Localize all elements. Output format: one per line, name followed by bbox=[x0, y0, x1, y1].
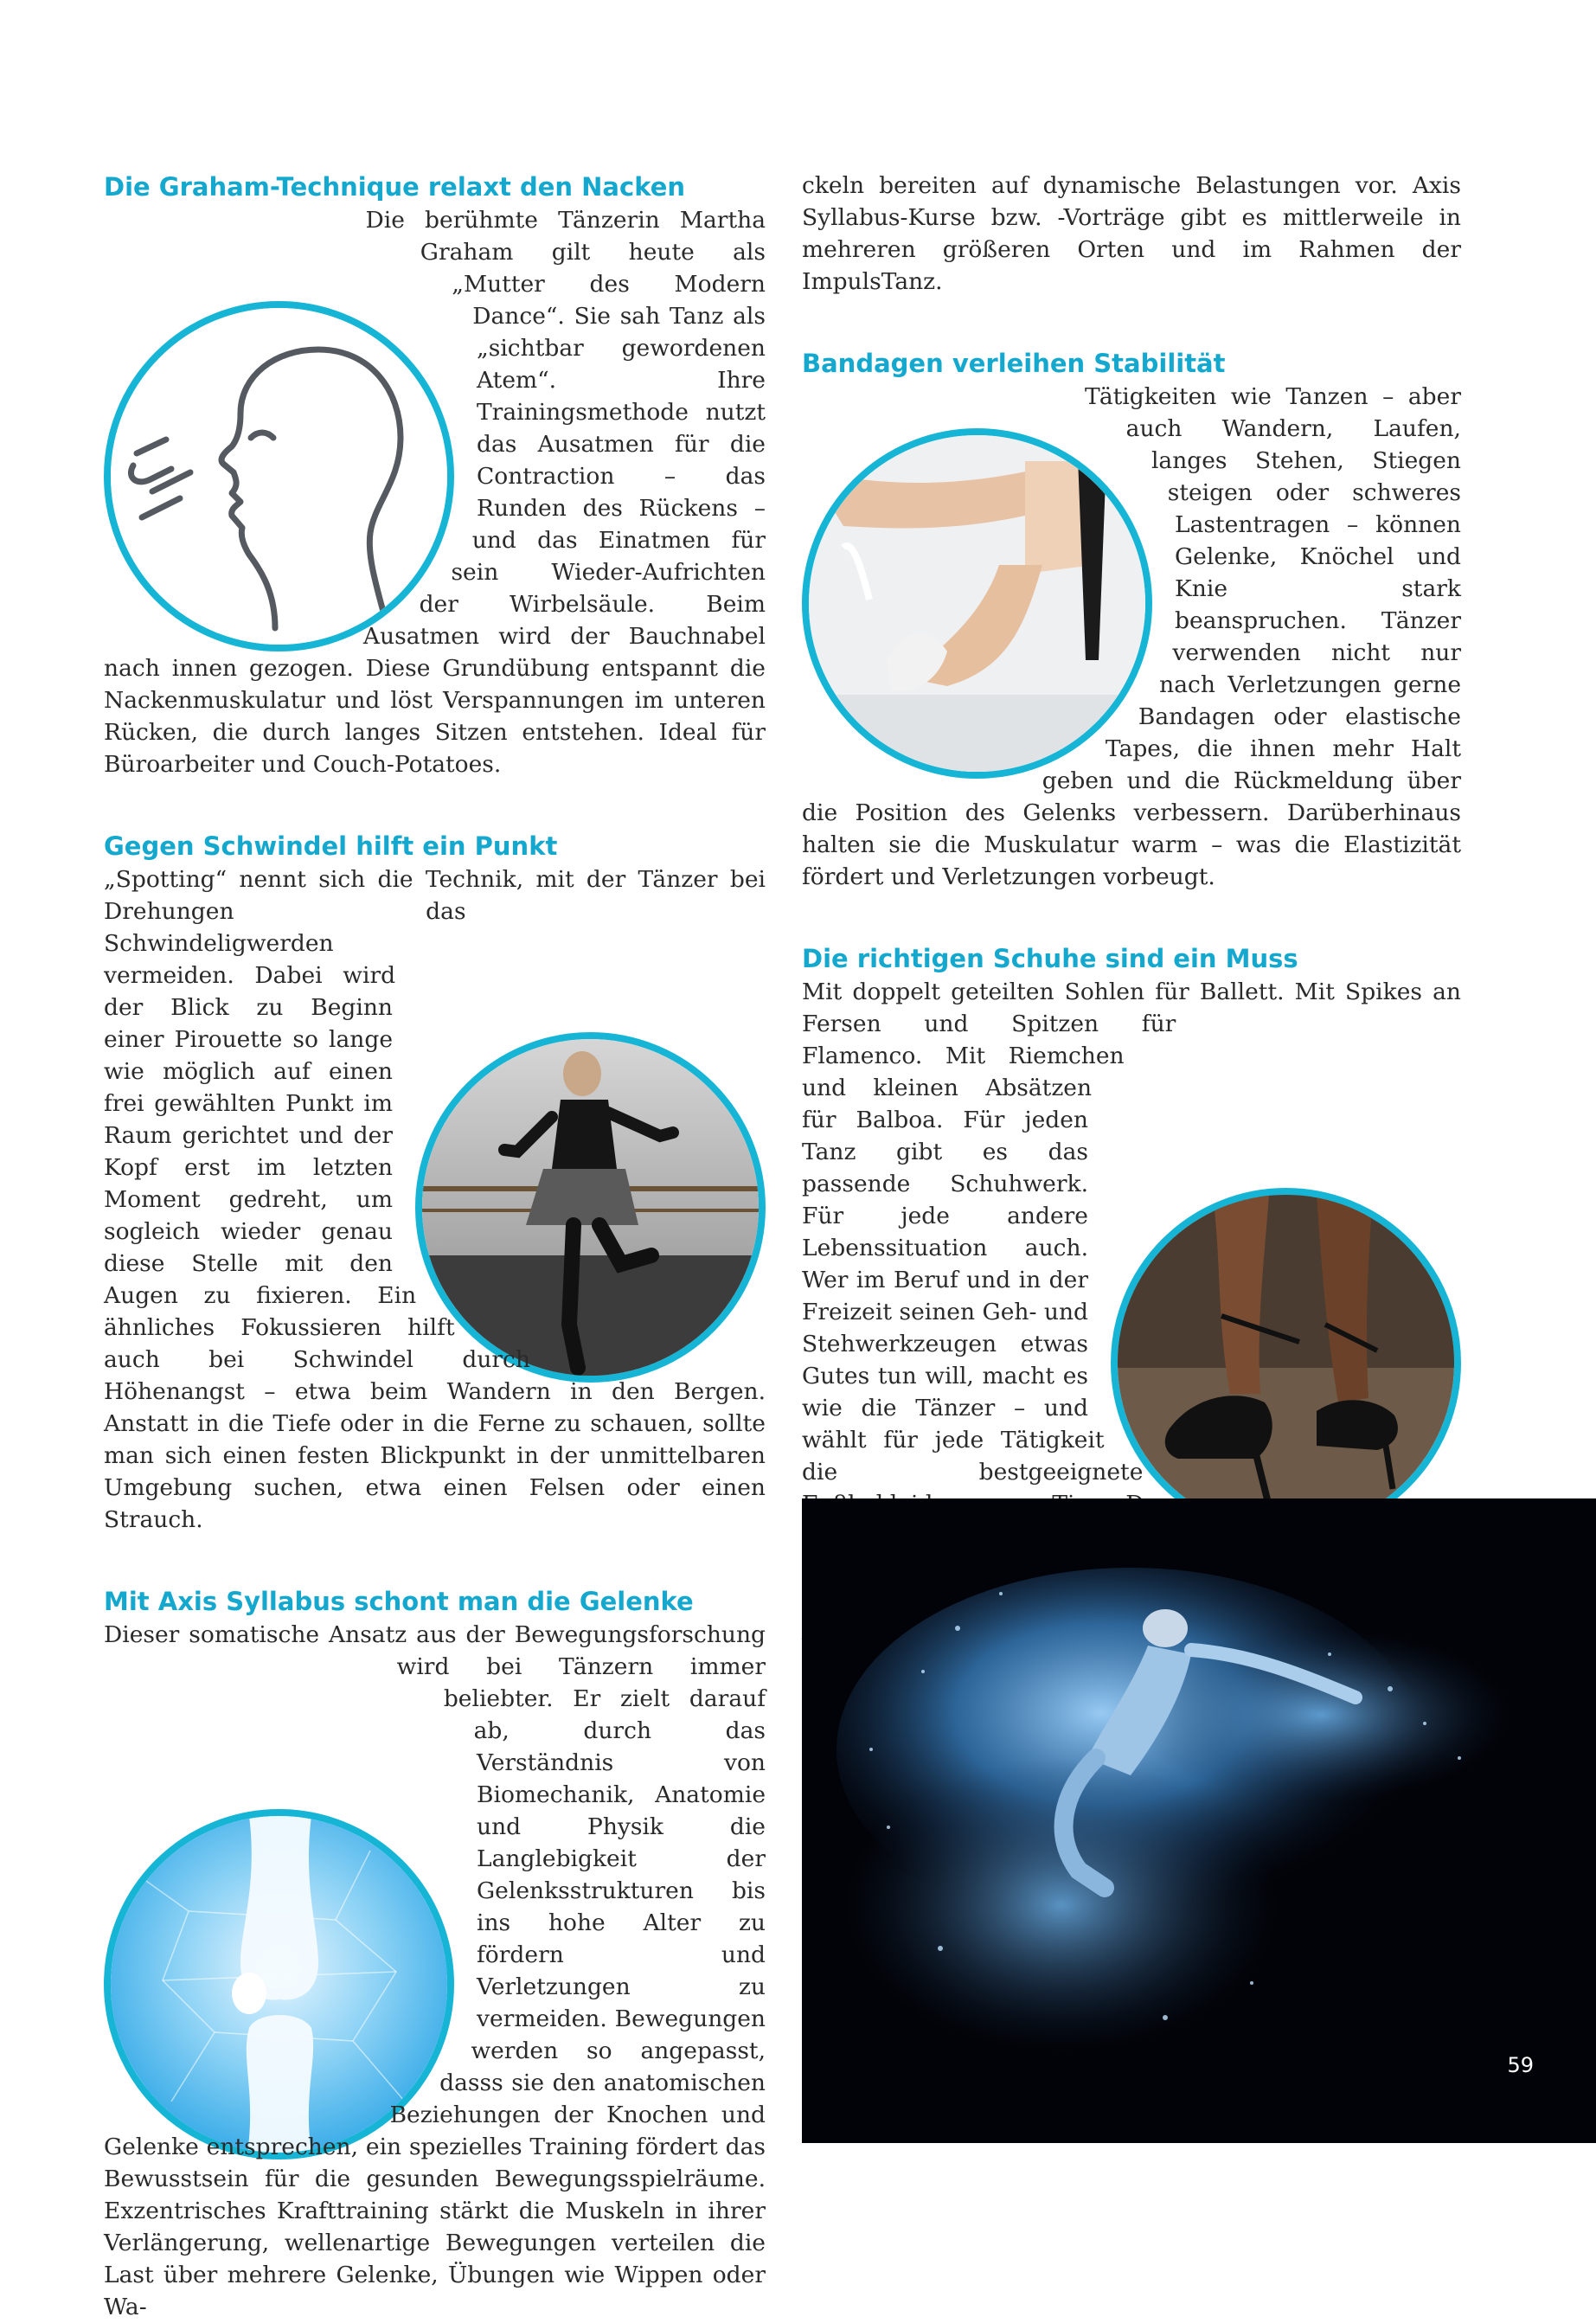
right-column bbox=[802, 170, 1461, 1680]
powder-dancer-photo bbox=[802, 1498, 1596, 2143]
page-number: 59 bbox=[1507, 2053, 1534, 2077]
text-graham: Die berühmte Tänzerin Martha Graham gilt heute als „Mutter des Modern Dance“. Sie sah Tanz als „sichtbar gewordenen Atem“. Ihre Trainingsmethode nutzt das Ausatmen für die Contraction – das Runden des Rückens – und das Einatmen für sein Wieder-Aufrichten der Wirbelsäule. Beim Ausatmen wird der Bauchnabel nach innen gezogen. Diese Grundübung entspannt die Nackenmuskulatur und löst Verspannungen im unteren Rücken, die durch langes Sitzen entstehen. Ideal für Büroarbeiter und Couch-Potatoes. bbox=[104, 207, 766, 778]
head-breathing-icon bbox=[111, 308, 447, 645]
bandage-photo bbox=[802, 428, 1152, 779]
ballerina-photo bbox=[415, 1032, 766, 1383]
breathing-illustration bbox=[104, 301, 454, 651]
heading-axis: Mit Axis Syllabus schont man die Gelenke bbox=[104, 1587, 694, 1616]
text-axis-continued: ckeln bereiten auf dynamische Belastungen vor. Axis Syllabus-Kurse bzw. -Vorträge gibt es mittlerweile in mehreren größeren Orten und im Rahmen der ImpulsTanz. bbox=[802, 172, 1461, 295]
dance-shoes-photo bbox=[1111, 1188, 1461, 1538]
text-bandagen: Tätigkeiten wie Tanzen – aber auch Wandern, Laufen, langes Stehen, Stiegen steigen oder schweres Lastentragen – können Gelenke, Knöchel und Knie stark beanspruchen. Tänzer verwenden nicht nur nach Verletzungen gerne Bandagen oder elastische Tapes, die ihnen mehr Halt geben und die Rückmeldung über die Position des Gelenks verbessern. Darüberhinaus halten sie die Muskulatur warm – was die Elastizität fördert und Verletzungen vorbeugt. bbox=[802, 383, 1461, 890]
heading-schuhe: Die richtigen Schuhe sind ein Muss bbox=[802, 944, 1298, 973]
heading-spotting: Gegen Schwindel hilft ein Punkt bbox=[104, 831, 558, 861]
powder-dancer-image bbox=[802, 1498, 1596, 2143]
left-column bbox=[104, 170, 766, 2323]
bandage-image bbox=[809, 435, 1145, 772]
text-schuhe-body: Mit doppelt geteilten Sohlen für Ballett. Mit Spikes an Fersen und Spitzen für Flamenco. Mit Riemchen und kleinen Absätzen für Balboa. Für jeden Tanz gibt es das passende Schuhwerk. Für jede andere Lebenssituation auch. Wer im Beruf und in der Freizeit seinen Geh- und Stehwerkzeugen etwas Gutes tun will, macht es wie die Tänzer – und wählt für jede Tätigkeit die bestgeeignete bbox=[802, 979, 1461, 1486]
dance-shoes-image bbox=[1118, 1195, 1454, 1531]
text-spotting: „Spotting“ nennt sich die Technik, mit der Tänzer bei Drehungen das Schwindeligwerden vermeiden. Dabei wird der Blick zu Beginn einer Pirouette so lange wie möglich auf einen frei gewählten Punkt im Raum gerichtet und der Kopf erst im letzten Moment gedreht, um sogleich wieder genau diese Stelle mit den Augen zu fixieren. Ein ähnliches Fokussieren hilft auch bei Schwindel durch Höhenangst – etwa beim Wandern in den Bergen. Anstatt in die Tiefe oder in die Ferne zu schauen, sollte man sich einen festen Blickpunkt in der unmittelbaren Umgebung suchen, etwa einen Felsen oder einen Strauch. bbox=[104, 866, 766, 1533]
ballerina-image bbox=[422, 1039, 759, 1376]
text-axis: Dieser somatische Ansatz aus der Bewegungsforschung wird bei Tänzern immer beliebter. Er zielt darauf ab, durch das Verständnis von Biomechanik, Anatomie und Physik die Langlebigkeit der Gelenksstrukturen bis ins hohe Alter zu fördern und Verletzungen zu vermeiden. Bewegungen werden so angepasst, dasss sie den anatomischen Beziehungen der Knochen und Gelenke entsprechen, ein spezielles Training fördert das Bewusstsein für die gesunden Bewegungsspielräume. Exzentrisches Krafttraining stärkt die Muskeln in ihrer Verlängerung, wellenartige Bewegungen verteilen die Last über mehrere Gelenke, Übungen wie Wippen oder Wa- bbox=[104, 1621, 766, 2320]
heading-graham: Die Graham-Technique relaxt den Nacken bbox=[104, 172, 686, 202]
heading-bandagen: Bandagen verleihen Stabilität bbox=[802, 349, 1226, 378]
